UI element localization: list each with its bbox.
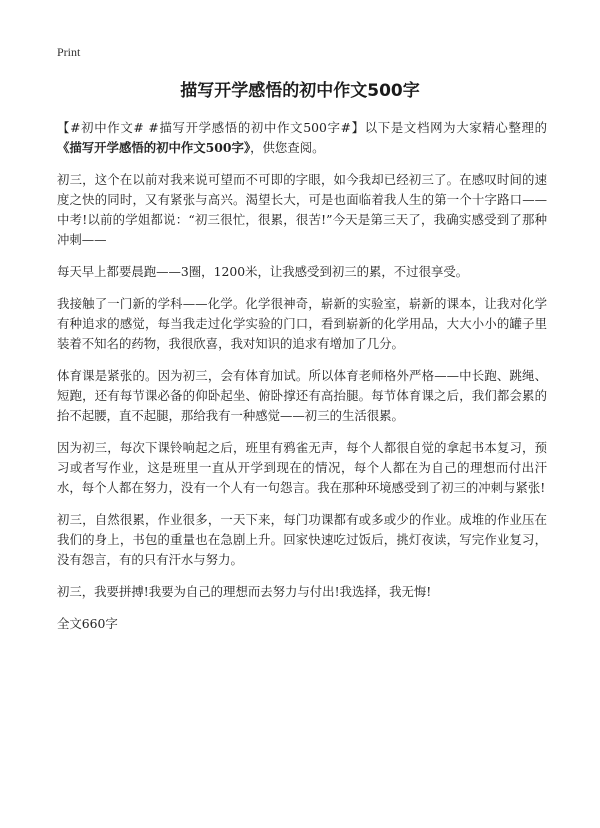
intro-text-end: ，供您查阅。 (250, 140, 325, 155)
intro-text: 以下是文档网为大家精心整理的 (364, 120, 548, 135)
article-body (57, 118, 547, 646)
paragraph: 初三，我要拼搏!我要为自己的理想而去努力与付出!我选择，我无悔! (57, 584, 432, 599)
page-title: 描写开学感悟的初中作文500字 (180, 81, 420, 101)
intro-paragraph (57, 118, 547, 158)
intro-bold-title: 《描写开学感悟的初中作文500字》 (57, 140, 251, 155)
intro-tags: 【#初中作文# #描写开学感悟的初中作文500字#】 (57, 120, 365, 135)
paragraph: 体育课是紧张的。因为初三，会有体育加试。所以体育老师格外严格——中长跑、跳绳、短跑，还有每节课必备的仰卧起坐、俯卧撑还有高抬腿。每节体育课之后，我们都会累的抬不起腰，直不起腿，那给我有一种感觉——初三的生活很累。 (57, 368, 547, 423)
word-count: 全文660字 (57, 616, 118, 631)
paragraph: 每天早上都要晨跑——3圈，1200米，让我感受到初三的累，不过很享受。 (57, 264, 469, 279)
paragraph: 初三，自然很累，作业很多，一天下来，每门功课都有或多或少的作业。成堆的作业压在我们的身上，书包的重量也在急剧上升。回家快速吃过饭后，挑灯夜读，写完作业复习，没有怨言，有的只有汗水与努力。 (57, 512, 547, 567)
paragraph: 初三，这个在以前对我来说可望而不可即的字眼，如今我却已经初三了。在感叹时间的速度之快的同时，又有紧张与高兴。渴望长大，可是也面临着我人生的第一个十字路口——中考!以前的学姐都说：“初三很忙，很累，很苦!”今天是第三天了，我确实感受到了那种冲刺—— (57, 172, 547, 247)
paragraph: 因为初三，每次下课铃响起之后，班里有鸦雀无声，每个人都很自觉的拿起书本复习，预习或者写作业，这是班里一直从开学到现在的情况，每个人都在为自己的理想而付出汗水，每个人都在努力，没有一个人有一句怨言。我在那种环境感受到了初三的冲刺与紧张! (57, 440, 547, 495)
print-link[interactable]: Print (57, 45, 81, 59)
paragraph: 我接触了一门新的学科——化学。化学很神奇，崭新的实验室，崭新的课本，让我对化学有种追求的感觉，每当我走过化学实验的门口，看到崭新的化学用品，大大小小的罐子里装着不知名的药物，我很欣喜，我对知识的追求有增加了几分。 (57, 296, 547, 351)
